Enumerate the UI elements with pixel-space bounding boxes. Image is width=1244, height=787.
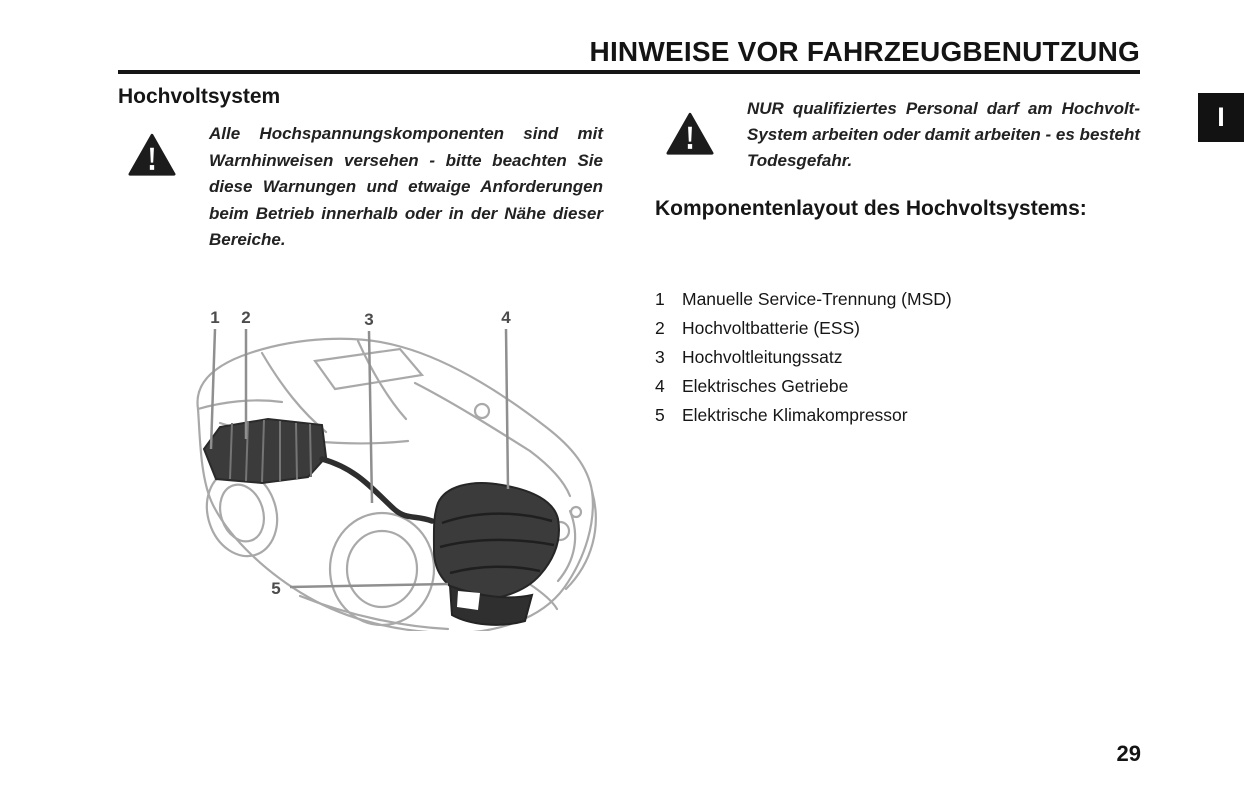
list-item [655, 318, 1135, 338]
list-item-number: 3 [655, 347, 665, 367]
list-item [655, 376, 1135, 396]
callout-1: 1 [210, 308, 220, 327]
list-item-label: Hochvoltbatterie (ESS) [682, 318, 860, 338]
callout-4: 4 [501, 308, 511, 327]
components-list [655, 289, 1135, 434]
list-item-label: Hochvoltleitungssatz [682, 347, 843, 367]
list-item-number: 4 [655, 376, 665, 396]
warning-triangle-icon [128, 132, 176, 177]
list-item-number: 5 [655, 405, 665, 425]
list-item-label: Elektrisches Getriebe [682, 376, 849, 396]
battery-component [204, 419, 326, 483]
list-item [655, 405, 1135, 425]
components-heading: Komponentenlayout des Hochvoltsystems: [655, 197, 1087, 220]
list-item-number: 1 [655, 289, 665, 309]
page-number: 29 [1116, 741, 1141, 766]
warning-triangle-icon [666, 111, 714, 156]
engine-component [434, 483, 559, 625]
chapter-tab-label: I [1217, 102, 1225, 132]
right-warning-text: NUR qualifiziertes Personal darf am Hochvolt-System arbeiten oder damit arbeiten - es besteht Todesgefahr. [747, 99, 1141, 170]
page-title: HINWEISE VOR FAHRZEUGBENUTZUNG [589, 36, 1140, 67]
callout-3: 3 [364, 310, 374, 329]
list-item [655, 289, 1135, 309]
list-item-number: 2 [655, 318, 665, 338]
list-item-label: Elektrische Klimakompressor [682, 405, 908, 425]
chapter-tab [1198, 93, 1244, 142]
section-heading: Hochvoltsystem [118, 85, 281, 108]
list-item-label: Manuelle Service-Trennung (MSD) [682, 289, 952, 309]
callout-2: 2 [241, 308, 251, 327]
list-item [655, 347, 1135, 367]
cable-component [322, 459, 432, 521]
left-warning-text: Alle Hochspannungskomponenten sind mit Warnhinweisen versehen - bitte beachten Sie diese Warnungen und etwaige Anforderungen beim Betrieb innerhalb oder in der Nähe dieser Bereiche. [209, 124, 603, 250]
title-rule [118, 70, 1140, 74]
car-diagram [150, 291, 630, 631]
callout-5: 5 [271, 579, 281, 598]
